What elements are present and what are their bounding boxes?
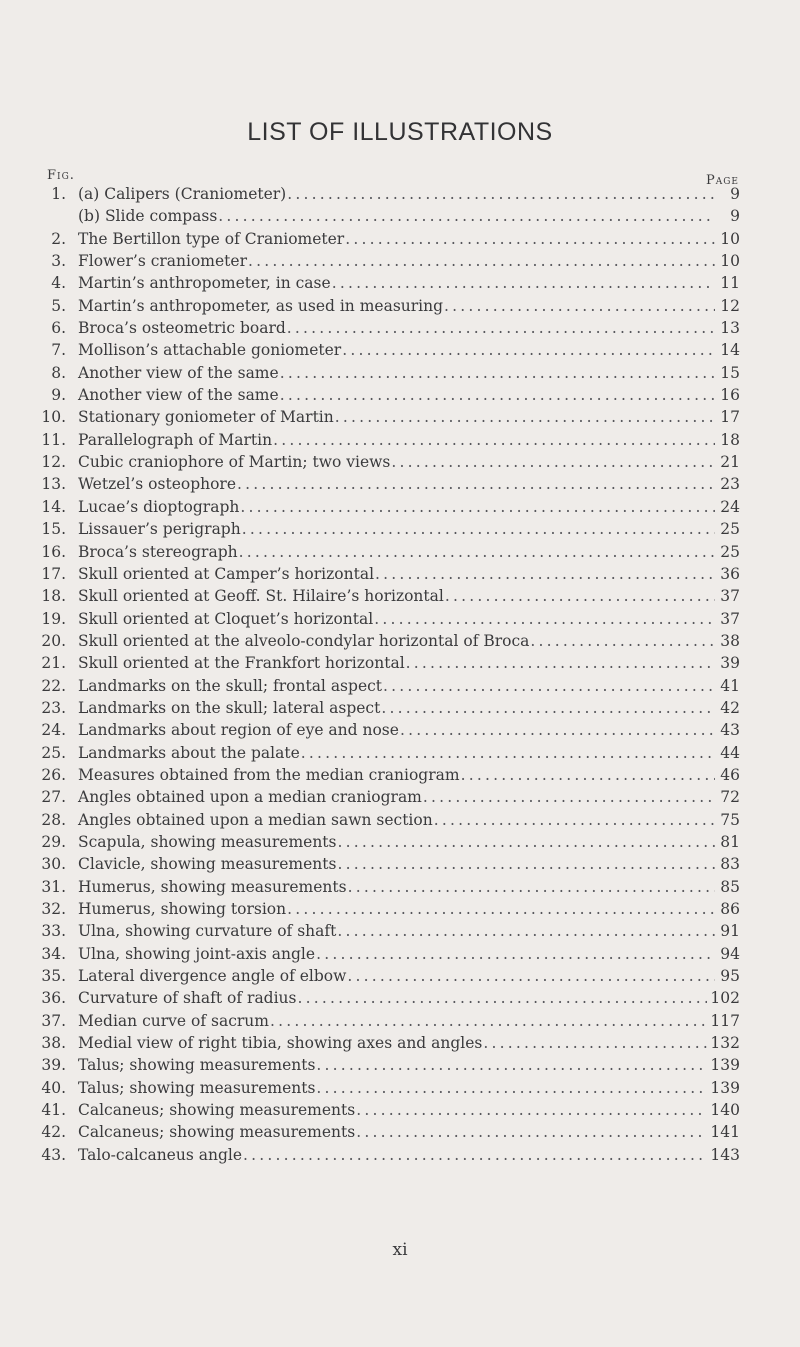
figure-caption: Skull oriented at Cloquet’s horizontal xyxy=(78,609,374,628)
dot-leader xyxy=(348,876,715,898)
entry-body xyxy=(78,205,740,227)
page-reference: 10 xyxy=(720,252,740,271)
dot-leader xyxy=(332,272,715,294)
page-reference: 132 xyxy=(710,1034,740,1053)
entry-body xyxy=(78,541,740,563)
list-item xyxy=(0,898,800,920)
list-item xyxy=(0,228,800,250)
figure-caption: Talo-calcaneus angle xyxy=(78,1145,242,1164)
figure-number: 37. xyxy=(41,1011,66,1030)
figure-number: 11. xyxy=(41,430,66,449)
list-item xyxy=(0,473,800,495)
figure-caption: (b) Slide compass xyxy=(78,207,218,226)
figure-caption: Measures obtained from the median craniogram xyxy=(78,765,460,784)
page-reference: 18 xyxy=(720,430,740,449)
page-reference: 25 xyxy=(720,520,740,539)
list-item xyxy=(0,1010,800,1032)
figure-caption: Scapula, showing measurements xyxy=(78,832,337,851)
list-item xyxy=(0,1054,800,1076)
dot-leader xyxy=(356,1099,707,1121)
entry-body xyxy=(78,697,740,719)
list-item xyxy=(0,719,800,741)
dot-leader xyxy=(240,496,715,518)
figure-number: 33. xyxy=(41,922,66,941)
page-reference: 102 xyxy=(710,989,740,1008)
figure-number: 26. xyxy=(41,765,66,784)
entry-body xyxy=(78,719,740,741)
fig-column-header: Fig. xyxy=(47,168,75,183)
figure-caption: Talus; showing measurements xyxy=(78,1056,316,1075)
figure-number: 5. xyxy=(51,296,66,315)
list-item xyxy=(0,675,800,697)
page-reference: 95 xyxy=(720,967,740,986)
dot-leader xyxy=(287,183,715,205)
entry-body xyxy=(78,451,740,473)
figure-caption: Landmarks about the palate xyxy=(78,743,300,762)
list-item xyxy=(0,362,800,384)
dot-leader xyxy=(445,585,715,607)
dot-leader xyxy=(298,987,708,1009)
dot-leader xyxy=(375,563,715,585)
figure-number: 40. xyxy=(41,1078,66,1097)
page-reference: 25 xyxy=(720,542,740,561)
dot-leader xyxy=(273,429,715,451)
figure-caption: Clavicle, showing measurements xyxy=(78,855,337,874)
figure-caption: Calcaneus; showing measurements xyxy=(78,1101,356,1120)
dot-leader xyxy=(347,965,715,987)
figure-caption: Median curve of sacrum xyxy=(78,1011,269,1030)
figure-caption: Lateral divergence angle of elbow xyxy=(78,967,347,986)
page-reference: 23 xyxy=(720,475,740,494)
page-reference: 10 xyxy=(720,229,740,248)
figure-caption: Medial view of right tibia, showing axes and angles xyxy=(78,1034,483,1053)
figure-number: 9. xyxy=(51,386,66,405)
figure-number: 43. xyxy=(41,1145,66,1164)
illustration-list xyxy=(0,183,800,1166)
entry-body xyxy=(78,742,740,764)
entry-body xyxy=(78,563,740,585)
dot-leader xyxy=(383,675,715,697)
entry-body xyxy=(78,1121,740,1143)
dot-leader xyxy=(345,228,715,250)
list-item xyxy=(0,786,800,808)
dot-leader xyxy=(337,920,715,942)
page-reference: 14 xyxy=(720,341,740,360)
entry-body xyxy=(78,786,740,808)
entry-body xyxy=(78,317,740,339)
figure-number: 31. xyxy=(41,877,66,896)
figure-number: 14. xyxy=(41,497,66,516)
page-reference: 37 xyxy=(720,587,740,606)
dot-leader xyxy=(237,473,715,495)
page-reference: 44 xyxy=(720,743,740,762)
figure-caption: Lucae’s dioptograph xyxy=(78,497,240,516)
list-item xyxy=(0,250,800,272)
list-item xyxy=(0,183,800,205)
dot-leader xyxy=(301,742,715,764)
list-item xyxy=(0,1032,800,1054)
list-item xyxy=(0,831,800,853)
entry-body xyxy=(78,809,740,831)
list-item xyxy=(0,496,800,518)
page-reference: 13 xyxy=(720,319,740,338)
figure-number: 38. xyxy=(41,1034,66,1053)
list-item xyxy=(0,585,800,607)
dot-leader xyxy=(287,317,715,339)
figure-number: 20. xyxy=(41,631,66,650)
figure-caption: Broca’s stereograph xyxy=(78,542,238,561)
figure-number: 13. xyxy=(41,475,66,494)
list-item xyxy=(0,429,800,451)
entry-body xyxy=(78,608,740,630)
entry-body xyxy=(78,920,740,942)
list-item xyxy=(0,697,800,719)
figure-number: 42. xyxy=(41,1123,66,1142)
figure-caption: Ulna, showing joint-axis angle xyxy=(78,944,316,963)
page-reference: 9 xyxy=(730,185,740,203)
figure-number: 24. xyxy=(41,721,66,740)
dot-leader xyxy=(444,295,715,317)
page-reference: 41 xyxy=(720,676,740,695)
dot-leader xyxy=(337,853,715,875)
page-reference: 36 xyxy=(720,564,740,583)
figure-caption: Skull oriented at the alveolo-condylar horizontal of Broca xyxy=(78,631,530,650)
figure-number: 1. xyxy=(51,185,66,203)
page-reference: 17 xyxy=(720,408,740,427)
page-reference: 72 xyxy=(720,788,740,807)
page-reference: 86 xyxy=(720,900,740,918)
dot-leader xyxy=(483,1032,707,1054)
entry-body xyxy=(78,876,740,898)
figure-caption: Martin’s anthropometer, as used in measuring xyxy=(78,296,444,315)
figure-number: 32. xyxy=(41,900,66,918)
dot-leader xyxy=(335,406,715,428)
dot-leader xyxy=(400,719,715,741)
entry-body xyxy=(78,250,740,272)
figure-number: 34. xyxy=(41,944,66,963)
list-item xyxy=(0,295,800,317)
list-item xyxy=(0,987,800,1009)
entry-body xyxy=(78,1099,740,1121)
list-item xyxy=(0,518,800,540)
figure-number: 6. xyxy=(51,319,66,338)
figure-number: 8. xyxy=(51,363,66,382)
figure-caption: Cubic craniophore of Martin; two views xyxy=(78,453,391,472)
figure-number: 36. xyxy=(41,989,66,1008)
dot-leader xyxy=(287,898,715,920)
entry-body xyxy=(78,630,740,652)
dot-leader xyxy=(218,205,715,227)
figure-number: 39. xyxy=(41,1056,66,1075)
figure-number: 3. xyxy=(51,252,66,271)
figure-number: 2. xyxy=(51,229,66,248)
page-reference: 24 xyxy=(720,497,740,516)
figure-number: 12. xyxy=(41,453,66,472)
figure-caption: Flower’s craniometer xyxy=(78,252,247,271)
figure-number: 23. xyxy=(41,698,66,717)
list-item xyxy=(0,451,800,473)
page-reference: 46 xyxy=(720,765,740,784)
figure-caption: Angles obtained upon a median craniogram xyxy=(78,788,422,807)
page-number: xi xyxy=(392,1240,408,1260)
figure-caption: Humerus, showing measurements xyxy=(78,877,347,896)
dot-leader xyxy=(242,518,715,540)
dot-leader xyxy=(338,831,716,853)
figure-caption: Skull oriented at the Frankfort horizontal xyxy=(78,654,405,673)
figure-number: 7. xyxy=(51,341,66,360)
list-item xyxy=(0,876,800,898)
figure-caption: Angles obtained upon a median sawn section xyxy=(78,810,433,829)
dot-leader xyxy=(356,1121,707,1143)
entry-body xyxy=(78,406,740,428)
dot-leader xyxy=(239,541,715,563)
page-reference: 37 xyxy=(720,609,740,628)
entry-body xyxy=(78,1054,740,1076)
list-item xyxy=(0,317,800,339)
figure-caption: Landmarks on the skull; lateral aspect xyxy=(78,698,381,717)
list-item xyxy=(0,339,800,361)
figure-number: 17. xyxy=(41,564,66,583)
figure-number: 22. xyxy=(41,676,66,695)
list-item xyxy=(0,742,800,764)
figure-caption: Lissauer’s perigraph xyxy=(78,520,241,539)
list-item xyxy=(0,384,800,406)
dot-leader xyxy=(316,1054,707,1076)
dot-leader xyxy=(530,630,715,652)
figure-caption: Humerus, showing torsion xyxy=(78,900,287,918)
dot-leader xyxy=(248,250,715,272)
entry-body xyxy=(78,943,740,965)
dot-leader xyxy=(406,652,715,674)
list-item xyxy=(0,652,800,674)
page-reference: 39 xyxy=(720,654,740,673)
figure-caption: Skull oriented at Geoff. St. Hilaire’s horizontal xyxy=(78,587,444,606)
page-reference: 21 xyxy=(720,453,740,472)
entry-body xyxy=(78,339,740,361)
page-reference: 141 xyxy=(710,1123,740,1142)
figure-number: 15. xyxy=(41,520,66,539)
figure-caption: Another view of the same xyxy=(78,386,279,405)
figure-number: 41. xyxy=(41,1101,66,1120)
entry-body xyxy=(78,518,740,540)
list-item xyxy=(0,563,800,585)
figure-number: 19. xyxy=(41,609,66,628)
entry-body xyxy=(78,362,740,384)
page-reference: 139 xyxy=(710,1078,740,1097)
page-column-header: Page xyxy=(705,173,739,188)
dot-leader xyxy=(374,608,715,630)
page-reference: 9 xyxy=(730,207,740,226)
figure-caption: Landmarks on the skull; frontal aspect xyxy=(78,676,383,695)
entry-body xyxy=(78,295,740,317)
entry-body xyxy=(78,853,740,875)
dot-leader xyxy=(391,451,715,473)
list-item xyxy=(0,1121,800,1143)
figure-number: 25. xyxy=(41,743,66,762)
figure-caption: Another view of the same xyxy=(78,363,279,382)
page-reference: 15 xyxy=(720,363,740,382)
figure-number: 29. xyxy=(41,832,66,851)
page-reference: 140 xyxy=(710,1101,740,1120)
figure-caption: The Bertillon type of Craniometer xyxy=(78,229,345,248)
figure-number: 21. xyxy=(41,654,66,673)
figure-number: 30. xyxy=(41,855,66,874)
entry-body xyxy=(78,987,740,1009)
figure-caption: Curvature of shaft of radius xyxy=(78,989,297,1008)
list-item xyxy=(0,1144,800,1166)
list-item xyxy=(0,272,800,294)
page-reference: 75 xyxy=(720,810,740,829)
page-reference: 83 xyxy=(720,855,740,874)
page-reference: 81 xyxy=(720,832,740,851)
list-item xyxy=(0,541,800,563)
dot-leader xyxy=(434,809,715,831)
figure-caption: (a) Calipers (Craniometer) xyxy=(78,185,287,203)
entry-body xyxy=(78,473,740,495)
figure-number: 18. xyxy=(41,587,66,606)
entry-body xyxy=(78,1032,740,1054)
page-title: LIST OF ILLUSTRATIONS xyxy=(247,118,553,146)
figure-caption: Wetzel’s osteophore xyxy=(78,475,237,494)
entry-body xyxy=(78,652,740,674)
page-reference: 12 xyxy=(720,296,740,315)
figure-caption: Mollison’s attachable goniometer xyxy=(78,341,342,360)
entry-body xyxy=(78,384,740,406)
page-reference: 43 xyxy=(720,721,740,740)
list-item xyxy=(0,608,800,630)
list-item xyxy=(0,1077,800,1099)
entry-body xyxy=(78,898,740,920)
entry-body xyxy=(78,183,740,205)
dot-leader xyxy=(461,764,715,786)
entry-body xyxy=(78,496,740,518)
dot-leader xyxy=(280,384,715,406)
page-reference: 11 xyxy=(720,274,740,293)
entry-body xyxy=(78,272,740,294)
page-reference: 16 xyxy=(720,386,740,405)
dot-leader xyxy=(381,697,715,719)
dot-leader xyxy=(316,943,715,965)
page-reference: 139 xyxy=(710,1056,740,1075)
entry-body xyxy=(78,1144,740,1166)
entry-body xyxy=(78,585,740,607)
dot-leader xyxy=(270,1010,707,1032)
list-item xyxy=(0,809,800,831)
figure-number: 35. xyxy=(41,967,66,986)
figure-number: 28. xyxy=(41,810,66,829)
list-item xyxy=(0,853,800,875)
page-reference: 117 xyxy=(710,1011,740,1030)
page-reference: 42 xyxy=(720,698,740,717)
list-item xyxy=(0,965,800,987)
list-item xyxy=(0,1099,800,1121)
figure-caption: Broca’s osteometric board xyxy=(78,319,286,338)
list-item xyxy=(0,943,800,965)
entry-body xyxy=(78,1077,740,1099)
entry-body xyxy=(78,429,740,451)
dot-leader xyxy=(316,1077,707,1099)
figure-caption: Stationary goniometer of Martin xyxy=(78,408,334,427)
figure-caption: Ulna, showing curvature of shaft xyxy=(78,922,337,941)
entry-body xyxy=(78,228,740,250)
figure-number: 10. xyxy=(41,408,66,427)
figure-caption: Talus; showing measurements xyxy=(78,1078,316,1097)
page-reference: 85 xyxy=(720,877,740,896)
list-item xyxy=(0,764,800,786)
page-reference: 38 xyxy=(720,631,740,650)
entry-body xyxy=(78,764,740,786)
figure-caption: Martin’s anthropometer, in case xyxy=(78,274,331,293)
list-item xyxy=(0,630,800,652)
dot-leader xyxy=(280,362,715,384)
figure-caption: Calcaneus; showing measurements xyxy=(78,1123,356,1142)
entry-body xyxy=(78,675,740,697)
page-reference: 143 xyxy=(710,1145,740,1164)
figure-caption: Landmarks about region of eye and nose xyxy=(78,721,399,740)
figure-caption: Parallelograph of Martin xyxy=(78,430,273,449)
entry-body xyxy=(78,1010,740,1032)
entry-body xyxy=(78,831,740,853)
figure-caption: Skull oriented at Camper’s horizontal xyxy=(78,564,375,583)
dot-leader xyxy=(243,1144,707,1166)
dot-leader xyxy=(423,786,715,808)
figure-number: 27. xyxy=(41,788,66,807)
figure-number: 16. xyxy=(41,542,66,561)
list-item xyxy=(0,920,800,942)
figure-number: 4. xyxy=(51,274,66,293)
page-reference: 94 xyxy=(720,944,740,963)
entry-body xyxy=(78,965,740,987)
page-reference: 91 xyxy=(720,922,740,941)
list-item xyxy=(0,205,800,227)
dot-leader xyxy=(342,339,715,361)
list-item xyxy=(0,406,800,428)
